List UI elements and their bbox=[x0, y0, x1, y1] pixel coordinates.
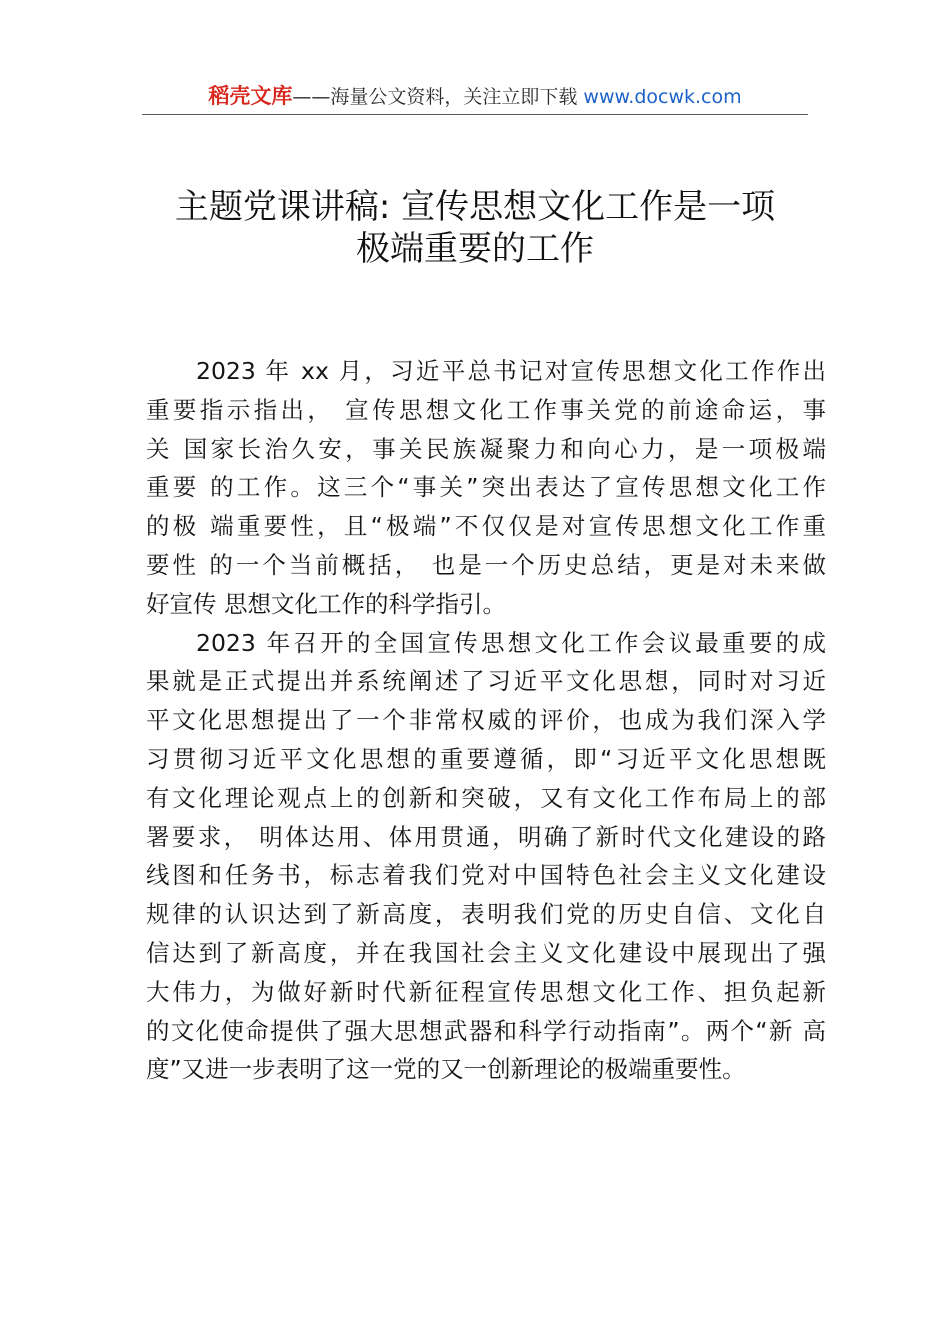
text-line: 2023 年 xx 月，习近平总书记对宣传思想文化工作作出 bbox=[196, 357, 826, 385]
site-link[interactable]: www.docwk.com bbox=[583, 86, 742, 108]
text-line: 果就是正式提出并系统阐述了习近平文化思想，同时对习近 bbox=[146, 667, 826, 696]
text-line: 习贯彻习近平文化思想的重要遵循，即“习近平文化思想既 bbox=[146, 744, 826, 773]
header-slogan: ——海量公文资料，关注立即下载 bbox=[292, 86, 584, 108]
text-line: 平文化思想提出了一个非常权威的评价，也成为我们深入学 bbox=[146, 706, 826, 735]
text-line: 好宣传 思想文化工作的科学指引。 bbox=[146, 589, 506, 618]
text-line: 规律的认识达到了新高度，表明我们党的历史自信、文化自 bbox=[146, 900, 826, 929]
document-title bbox=[120, 186, 830, 270]
header-divider bbox=[142, 114, 808, 115]
title-line: 主题党课讲稿: 宣传思想文化工作是一项 bbox=[174, 187, 776, 227]
text-line: 重要指示指出， 宣传思想文化工作事关党的前途命运，事 bbox=[146, 395, 826, 424]
page-header bbox=[142, 82, 808, 111]
text-line: 重要 的工作。这三个“事关”突出表达了宣传思想文化工作 bbox=[146, 473, 826, 502]
paragraph-2 bbox=[146, 624, 826, 1090]
title-line: 极端重要的工作 bbox=[356, 229, 594, 269]
text-line: 署要求， 明体达用、体用贯通，明确了新时代文化建设的路 bbox=[146, 822, 826, 851]
text-line: 信达到了新高度，并在我国社会主义文化建设中展现出了强 bbox=[146, 938, 826, 967]
text-line: 大伟力，为做好新时代新征程宣传思想文化工作、担负起新 bbox=[146, 977, 826, 1006]
paragraph-1 bbox=[146, 352, 826, 624]
text-line: 线图和任务书，标志着我们党对中国特色社会主义文化建设 bbox=[146, 861, 826, 890]
text-line: 关 国家长治久安，事关民族凝聚力和向心力，是一项极端 bbox=[146, 434, 826, 463]
brand-logo-text[interactable]: 稻壳文库 bbox=[208, 84, 293, 108]
document-body bbox=[146, 352, 826, 1089]
text-line: 的极 端重要性，且“极端”不仅仅是对宣传思想文化工作重 bbox=[146, 512, 826, 541]
text-line: 要性 的一个当前概括， 也是一个历史总结，更是对未来做 bbox=[146, 550, 826, 579]
text-line: 有文化理论观点上的创新和突破，又有文化工作布局上的部 bbox=[146, 783, 826, 812]
text-line: 2023 年召开的全国宣传思想文化工作会议最重要的成 bbox=[196, 628, 826, 657]
text-line: 度”又进一步表明了这一党的又一创新理论的极端重要性。 bbox=[146, 1055, 746, 1084]
text-line: 的文化使命提供了强大思想武器和科学行动指南”。两个“新 高 bbox=[146, 1016, 826, 1045]
